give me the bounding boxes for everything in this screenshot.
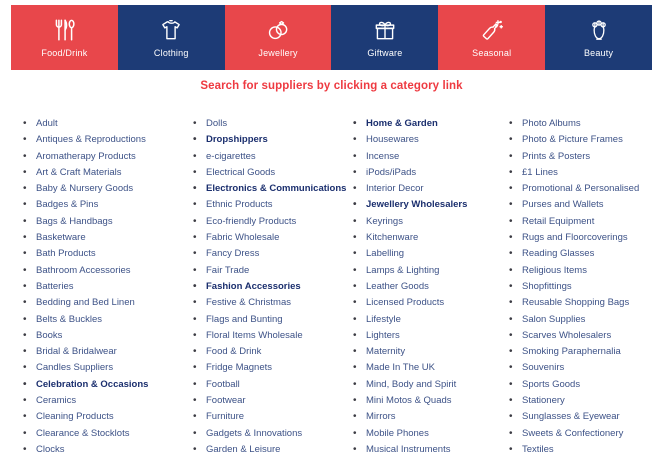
category-link[interactable]: • Flags and Bunting [192,312,352,328]
category-link[interactable]: • Rugs and Floorcoverings [508,230,639,246]
category-link[interactable]: • Lifestyle [352,312,508,328]
tab-label: Giftware [367,48,403,58]
category-link[interactable]: • Jewellery Wholesalers [352,197,508,213]
category-link[interactable]: • Furniture [192,409,352,425]
category-link[interactable]: • Sweets & Confectionery [508,426,639,442]
category-link[interactable]: • Floral Items Wholesale [192,328,352,344]
category-link[interactable]: • Stationery [508,393,639,409]
category-link[interactable]: • Fabric Wholesale [192,230,352,246]
category-link[interactable]: • Maternity [352,344,508,360]
category-link[interactable]: • Textiles [508,442,639,458]
category-link[interactable]: • Promotional & Personalised [508,181,639,197]
category-link[interactable]: • Scarves Wholesalers [508,328,639,344]
tab-label: Food/Drink [41,48,88,58]
category-link[interactable]: • Fridge Magnets [192,360,352,376]
category-link[interactable]: • Photo Albums [508,116,639,132]
category-link[interactable]: • Salon Supplies [508,312,639,328]
category-link[interactable]: • e-cigarettes [192,149,352,165]
category-link[interactable]: • Lamps & Lighting [352,263,508,279]
gift-icon [372,17,398,43]
category-link[interactable]: • Ethnic Products [192,197,352,213]
category-link[interactable]: • Labelling [352,246,508,262]
category-link[interactable]: • Interior Decor [352,181,508,197]
category-link[interactable]: • Leather Goods [352,279,508,295]
tab-jewellery[interactable] [225,5,332,70]
category-link[interactable]: • Clocks [22,442,192,458]
category-link[interactable]: • Mirrors [352,409,508,425]
category-link[interactable]: • Musical Instruments [352,442,508,458]
category-link[interactable]: • Footwear [192,393,352,409]
category-link[interactable]: • Prints & Posters [508,149,639,165]
tab-food-drink[interactable] [11,5,118,70]
tab-seasonal[interactable] [438,5,545,70]
category-link[interactable]: • Eco-friendly Products [192,214,352,230]
category-link[interactable]: • Religious Items [508,263,639,279]
tab-giftware[interactable] [331,5,438,70]
category-link[interactable]: • Shopfittings [508,279,639,295]
tab-label: Clothing [153,48,189,58]
category-link[interactable]: • Bathroom Accessories [22,263,192,279]
category-link[interactable]: • Clearance & Stocklots [22,426,192,442]
category-link[interactable]: • Photo & Picture Frames [508,132,639,148]
category-link[interactable]: • Reusable Shopping Bags [508,295,639,311]
category-column-3 [352,116,508,458]
category-link[interactable]: • Keyrings [352,214,508,230]
category-link[interactable]: • Bedding and Bed Linen [22,295,192,311]
category-link[interactable]: • Electronics & Communications [192,181,352,197]
rings-icon [265,17,291,43]
category-link[interactable]: • Mini Motos & Quads [352,393,508,409]
category-link[interactable]: • Sports Goods [508,377,639,393]
category-link[interactable]: • Smoking Paraphernalia [508,344,639,360]
category-link[interactable]: • Fancy Dress [192,246,352,262]
category-link[interactable]: • Housewares [352,132,508,148]
category-link[interactable]: • £1 Lines [508,165,639,181]
category-link[interactable]: • Belts & Buckles [22,312,192,328]
category-tabbar [11,5,652,70]
category-link[interactable]: • Dolls [192,116,352,132]
utensils-icon [51,17,77,43]
category-link[interactable]: • Sunglasses & Eyewear [508,409,639,425]
category-link[interactable]: • Celebration & Occasions [22,377,192,393]
tab-label: Beauty [583,48,614,58]
category-link[interactable]: • Food & Drink [192,344,352,360]
category-link[interactable]: • Reading Glasses [508,246,639,262]
category-link[interactable]: • Art & Craft Materials [22,165,192,181]
tab-clothing[interactable] [118,5,225,70]
category-link[interactable]: • Electrical Goods [192,165,352,181]
category-link[interactable]: • Candles Suppliers [22,360,192,376]
category-link[interactable]: • Lighters [352,328,508,344]
category-link[interactable]: • Football [192,377,352,393]
category-column-2 [192,116,352,458]
category-link[interactable]: • Aromatherapy Products [22,149,192,165]
category-link[interactable]: • Fair Trade [192,263,352,279]
category-link[interactable]: • Cleaning Products [22,409,192,425]
category-link[interactable]: • Retail Equipment [508,214,639,230]
category-link[interactable]: • Adult [22,116,192,132]
category-link[interactable]: • Mind, Body and Spirit [352,377,508,393]
tab-beauty[interactable] [545,5,652,70]
category-link[interactable]: • Books [22,328,192,344]
category-link[interactable]: • Home & Garden [352,116,508,132]
category-link[interactable]: • Badges & Pins [22,197,192,213]
category-link[interactable]: • Ceramics [22,393,192,409]
category-link[interactable]: • Bridal & Bridalwear [22,344,192,360]
category-column-4 [508,116,639,458]
category-link[interactable]: • Mobile Phones [352,426,508,442]
category-link[interactable]: • Bags & Handbags [22,214,192,230]
champagne-icon [479,17,505,43]
category-link[interactable]: • Fashion Accessories [192,279,352,295]
category-link[interactable]: • Festive & Christmas [192,295,352,311]
category-link[interactable]: • Antiques & Reproductions [22,132,192,148]
category-link[interactable]: • Kitchenware [352,230,508,246]
category-link[interactable]: • Batteries [22,279,192,295]
tab-label: Jewellery [258,48,298,58]
category-link[interactable]: • Made In The UK [352,360,508,376]
tshirt-icon [158,17,184,43]
category-link-columns [22,116,639,458]
category-link[interactable]: • Bath Products [22,246,192,262]
category-link[interactable]: • Garden & Leisure [192,442,352,458]
category-link[interactable]: • Souvenirs [508,360,639,376]
category-column-1 [22,116,192,458]
category-link[interactable]: • iPods/iPads [352,165,508,181]
category-link[interactable]: • Licensed Products [352,295,508,311]
category-link[interactable]: • Basketware [22,230,192,246]
category-link[interactable]: • Gadgets & Innovations [192,426,352,442]
category-link[interactable]: • Purses and Wallets [508,197,639,213]
tab-label: Seasonal [472,48,512,58]
category-link[interactable]: • Baby & Nursery Goods [22,181,192,197]
page-title: Search for suppliers by clicking a category link [200,80,463,92]
category-link[interactable]: • Incense [352,149,508,165]
beauty-icon [586,17,612,43]
category-link[interactable]: • Dropshippers [192,132,352,148]
